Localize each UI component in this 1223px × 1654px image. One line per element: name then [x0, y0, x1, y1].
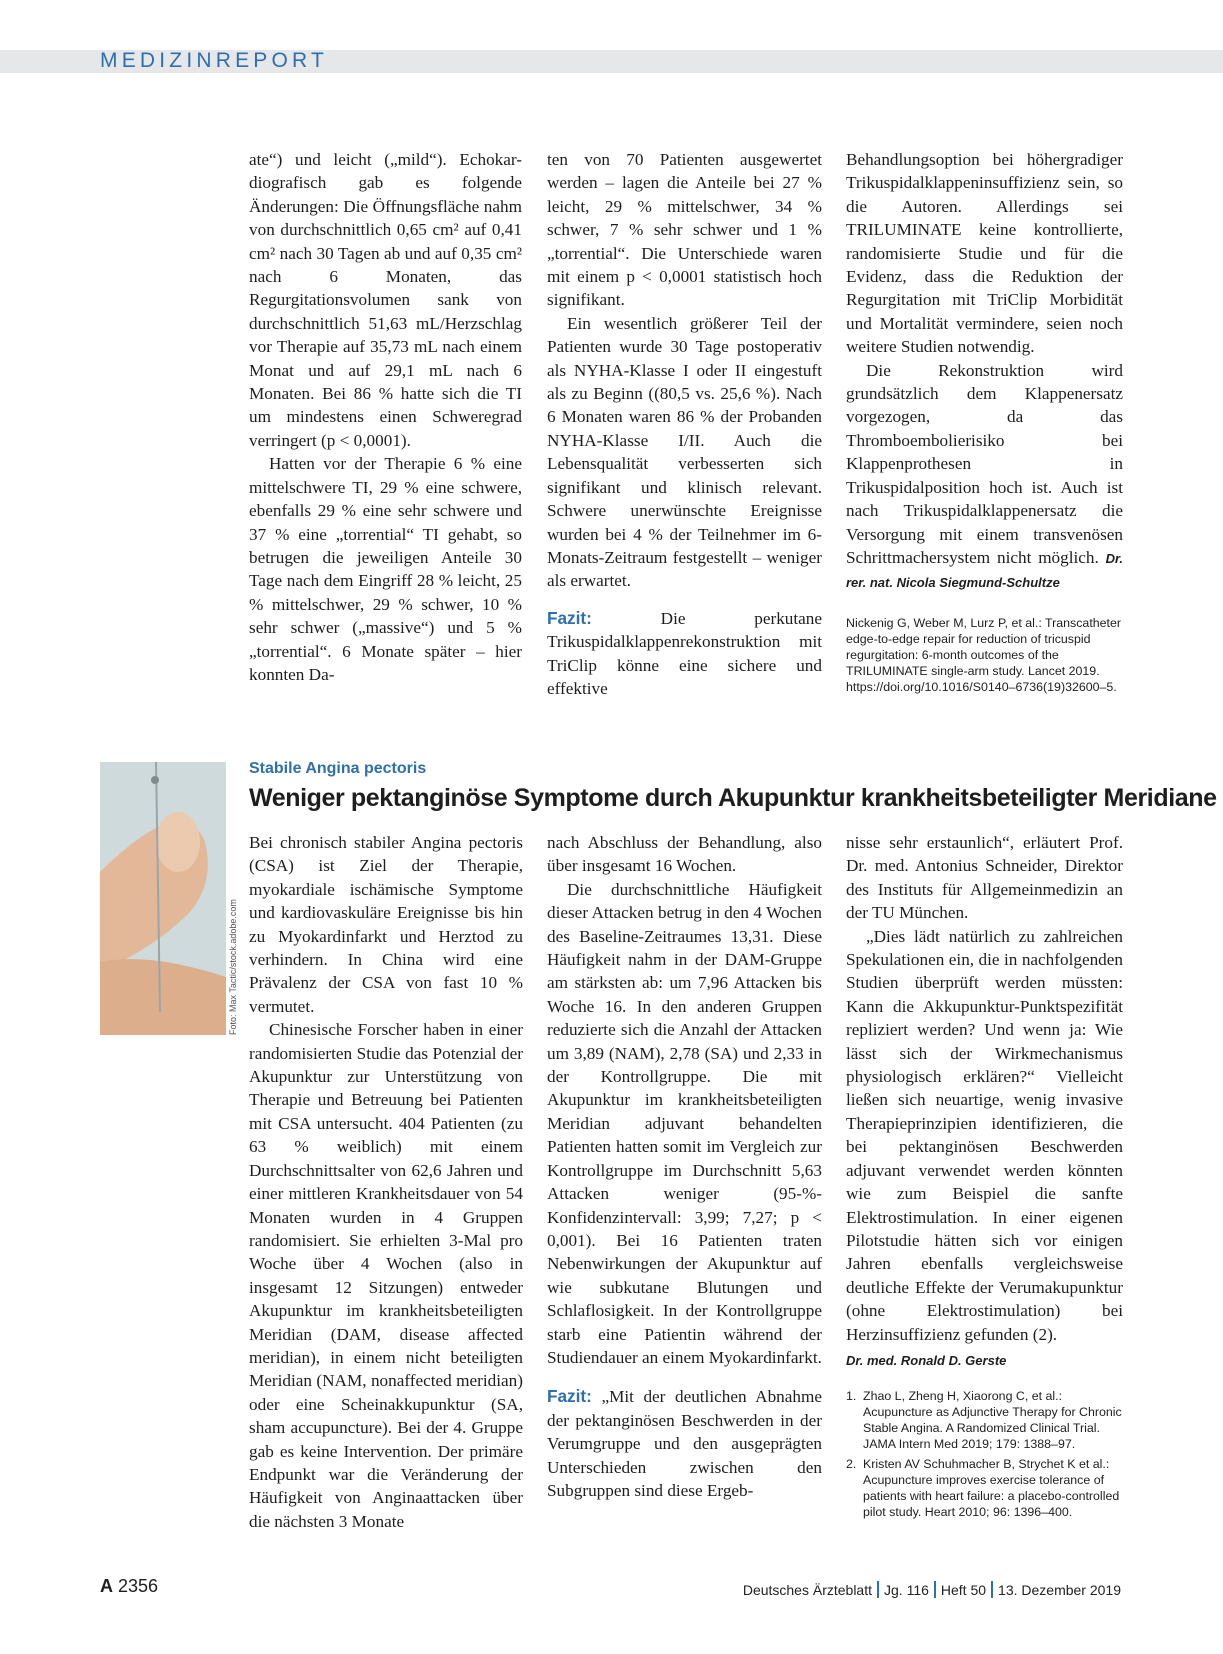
paragraph: Chinesische Forscher haben in einer randomisierten Studie das Potenzial der Akupunktur zur Unterstützung von Therapie und Betreuung bei Patienten mit CSA untersucht. 404 Patienten (zu 63 % weiblich) mit einem Durchschnittsalter von 62,6 Jahren und einer mittleren Krankheitsdauer von 54 Monaten wurden in 4 Gruppen randomisiert. Sie erhielten 3-Mal pro Woche über 4 Wochen (also in insgesamt 12 Sitzungen) entweder Akupunktur im krankheitsbeteiligten Meridian (DAM, disease affected meridian), in einem nicht beteiligten Meridian (NAM, nonaffected meridian) oder eine Scheinakkupunktur (SA, sham accupuncture). Bei der 4. Gruppe gab es keine Intervention. Der primäre Endpunkt war die Veränderung der Häufigkeit von Anginaattacken über die nächsten 3 Monate — [249, 1020, 523, 1531]
fazit-paragraph — [547, 1385, 822, 1502]
page-number: A 2356 — [100, 1576, 159, 1596]
acupuncture-illustration — [100, 762, 226, 1035]
paragraph: Die durchschnittliche Häufigkeit dieser Attacken betrug in den 4 Wochen des Baseline-Zeitraumes 13,31. Diese Häufigkeit nahm in der DAM-Gruppe am stärksten ab: um 7,96 Attacken bis Woche 16. In den anderen Gruppen reduzierte sich die Anzahl der Attacken um 3,89 (NAM), 2,78 (SA) und 2,33 in der Kontrollgruppe. Die mit Akupunktur im krankheitsbeteiligten Meridian adjuvant behandelten Patienten hatten somit im Vergleich zur Kontrollgruppe im Durchschnitt 5,63 Attacken weniger (95-%-Konfidenzintervall: 3,99; 7,27; p < 0,001). Bei 16 Patienten traten Nebenwirkungen der Akupunktur auf wie subkutane Blutungen und Schlaflosigkeit. In der Kontrollgruppe starb eine Patientin während der Studiendauer an einem Myokardinfarkt. — [547, 879, 822, 1367]
paragraph: Behandlungsoption bei höhergradiger Trikuspidalklappeninsuffizienz sein, so die Autoren. Allerdings sei TRILUMINATE keine kontrollierte, randomisierte Studie und für die Evidenz, dass die Reduktion der Regurgitation mit TriClip Morbidität und Mortalität vermindere, seien noch weitere Studien notwendig. — [846, 150, 1123, 357]
fazit-label: Fazit: — [547, 1386, 592, 1407]
article1-column-3 — [846, 148, 1123, 695]
paragraph — [846, 359, 1123, 595]
author-byline: Dr. rer. nat. Nicola Siegmund-Schultze — [846, 550, 1124, 591]
article1-column-2 — [547, 148, 822, 700]
author-byline-line — [846, 1348, 1123, 1372]
reference-item: 1. Zhao L, Zheng H, Xiaorong C, et al.: Acupuncture as Adjunctive Therapy for Chronic Stable Angina. A Randomized Clinical Trial. JAMA Intern Med 2019; 179: 1388–97. — [846, 1389, 1122, 1452]
paragraph: „Dies lädt natürlich zu zahlreichen Spekulationen ein, die in nachfolgenden Studien überprüft werden müssten: Kann die Akkupunktur-Punktspezifität repliziert werden? Und wenn ja: Wie lässt sich der Wirkmechanismus physiologisch erklären?“ Vielleicht ließen sich neuartige, wenig invasive Therapieprinzipien identifizieren, die bei pektanginösen Beschwerden adjuvant verwendet werden könnten wie zum Beispiel die sanfte Elektrostimulation. In einer eigenen Pilotstudie hätten sich vor einigen Jahren ebenfalls vergleichsweise deutliche Effekte der Verumakupunktur (ohne Elektrostimulation) bei Herzinsuffizienz gefunden (2). — [846, 926, 1123, 1344]
reference-list — [846, 1388, 1123, 1520]
paragraph: ate“) und leicht („mild“). Echokar- diografisch gab es folgende Änderungen: Die Öffnungsfläche nahm von durchschnittlich 0,65 cm² auf 0,41 cm² nach 30 Tagen ab und auf 0,35 cm² nach 6 Monaten, das Regurgitationsvolumen sank von durchschnittlich 51,63 mL/Herzschlag vor Therapie auf 35,73 mL nach einem Monat und auf 29,1 mL nach 6 Monaten. Bei 86 % hatte sich die TI um mindestens einen Schweregrad verringert (p < 0,0001). — [249, 150, 522, 450]
reference-item: 2. Kristen AV Schuhmacher B, Strychet K et al.: Acupuncture improves exercise tolerance of patients with heart failure: a placebo-controlled pilot study. Heart 2010; 96: 1396–400. — [846, 1457, 1120, 1520]
journal-name: Deutsches Ärzteblatt — [742, 1582, 872, 1598]
article1-column-1 — [249, 148, 522, 686]
article2-column-2 — [547, 831, 822, 1502]
section-label: MEDIZINREPORT — [100, 49, 329, 72]
author-byline: Dr. med. Ronald D. Gerste — [846, 1352, 1007, 1368]
fazit-paragraph — [547, 607, 822, 701]
journal-date: 13. Dezember 2019 — [998, 1582, 1121, 1598]
paragraph-text: Die Rekonstruktion wird grundsätzlich dem Klappenersatz vorgezogen, da das Thromboembolierisiko bei Klappenprothesen in Trikuspidalposition hoch ist. Auch ist nach Trikuspidalklappenersatz die Versorgung mit einem transvenösen Schrittmachersystem nicht möglich. — [846, 360, 1123, 567]
paragraph: Ein wesentlich größerer Teil der Patienten wurde 30 Tage postoperativ als NYHA-Klasse I oder II eingestuft als zu Beginn ((80,5 vs. 25,6 %). Nach 6 Monaten waren 86 % der Probanden NYHA-Klasse I/II. Auch die Lebensqualität verbesserten sich signifikant und klinisch relevant. Schwere unerwünschte Ereignisse wurden bei 4 % der Teilnehmer im 6-Monats-Zeitraum festgestellt – weniger als erwartet. — [547, 313, 822, 591]
journal-volume: Jg. 116 — [884, 1582, 929, 1598]
journal-info — [743, 1581, 1121, 1598]
paragraph: nisse sehr erstaunlich“, erläutert Prof. Dr. med. Antonius Schneider, Direktor des Instituts für Allgemeinmedizin an der TU München. — [846, 833, 1123, 923]
article2-column-3 — [846, 831, 1123, 1524]
acupuncture-photo — [100, 762, 226, 1035]
photo-credit: Foto: Max Tactic/stock.adobe.com — [228, 899, 238, 1035]
article2-kicker: Stabile Angina pectoris — [249, 760, 427, 777]
paragraph: ten von 70 Patienten ausgewertet werden – lagen die Anteile bei 27 % leicht, 29 % mittelschwer, 34 % schwer, 7 % sehr schwer und 1 % „torrential“. Die Unterschiede waren mit einem p < 0,0001 statistisch hoch signifikant. — [547, 150, 822, 310]
paragraph: Bei chronisch stabiler Angina pectoris (CSA) ist Ziel der Therapie, myokardiale ischämische Symptome und kardiovaskuläre Ereignisse bis hin zu Myokardinfarkt und Herztod zu verhindern. In China wird eine Prävalenz der CSA von fast 10 % vermutet. — [249, 833, 523, 1016]
journal-issue: Heft 50 — [940, 1582, 987, 1598]
paragraph: nach Abschluss der Behandlung, also über insgesamt 16 Wochen. — [547, 833, 822, 876]
fazit-text: Die perkutane Trikuspidalklappenrekonstruktion mit TriClip könne eine sichere und effektive — [547, 608, 823, 698]
article2-headline: Weniger pektanginöse Symptome durch Akupunktur krankheitsbeteiligter Meridiane — [249, 784, 1217, 812]
reference: Nickenig G, Weber M, Lurz P, et al.: Transcatheter edge-to-edge repair for reduction of tricuspid regurgitation: 6-month outcomes of the TRILUMINATE single-arm study. Lancet 2019. https://doi.org/10.1016/S0140–6736(19)32600–5. — [846, 615, 1122, 694]
paragraph: Hatten vor der Therapie 6 % eine mittelschwere TI, 29 % eine schwere, ebenfalls 29 % eine sehr schwere und 37 % eine „torrential“ TI gehabt, so betrugen die jeweiligen Anteile 30 Tage nach dem Eingriff 28 % leicht, 25 % mittelschwer, 29 % schwer, 10 % sehr schwer („massive“) und 5 % „torrential“. 6 Monate später – hier konnten Da- — [249, 454, 522, 684]
fazit-text: „Mit der deutlichen Abnahme der pektanginösen Beschwerden in der Verumgruppe und den ausgeprägten Unterschieden zwischen den Subgruppen sind diese Ergeb- — [547, 1387, 822, 1500]
fazit-label: Fazit: — [547, 607, 592, 628]
article2-column-1 — [249, 831, 523, 1533]
